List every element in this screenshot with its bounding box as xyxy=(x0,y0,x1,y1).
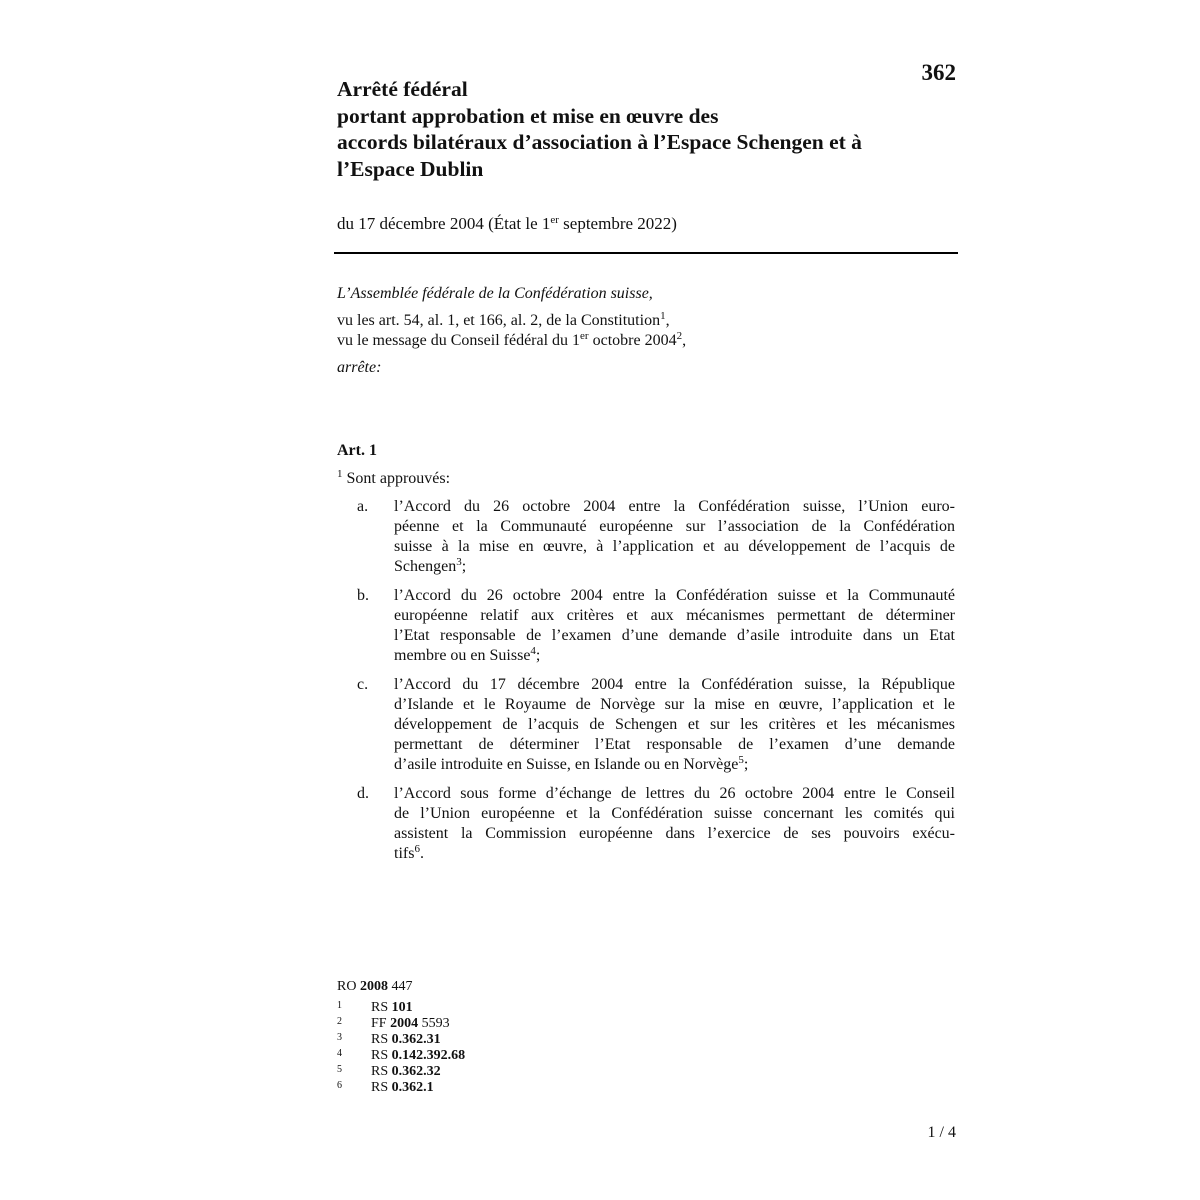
footnote-source: RO 2008 447 xyxy=(337,979,413,994)
title-line: l’Espace Dublin xyxy=(337,156,484,181)
list-item-letter: c. xyxy=(357,676,369,693)
title-line: Arrêté fédéral xyxy=(337,77,468,101)
footnote-ref[interactable]: 1 xyxy=(660,310,666,322)
page-number: 1 / 4 xyxy=(927,1124,956,1141)
preamble-arrete: arrête: xyxy=(337,359,382,376)
footnote-ref[interactable]: 5 xyxy=(738,754,744,766)
list-item-text: l’Accord du 17 décembre 2004 entre la Confédération suisse, la République d’Islande et le Royaume de Norvège sur la mise en œuvre, l’application et le développement de l’acquis de Schengen et sur les critères et les mécanismes permettant de déterminer l’Etat responsable de l’examen d’une demande d’asile introduite en Suisse, en Islande ou en Norvège$^5$; xyxy=(394,676,955,773)
footnote-ref[interactable]: 2 xyxy=(676,330,683,342)
footnote-number: 2 xyxy=(337,1016,342,1027)
footnote-ref[interactable]: 6 xyxy=(414,843,420,855)
footnote-ref[interactable]: 4 xyxy=(530,645,536,657)
list-item-text: l’Accord du 26 octobre 2004 entre la Confédération suisse et la Communauté européenne relatif aux critères et aux mécanismes permettant de déterminer l’Etat responsable de l’examen d’une demande d’asile introduite dans un Etat membre ou en Suisse$^4$; xyxy=(394,587,955,664)
preamble-assembly: L’Assemblée fédérale de la Confédération suisse, xyxy=(337,285,653,302)
article-paragraph: $^1$ Sont approuvés: xyxy=(337,468,451,487)
footnote-number: 4 xyxy=(337,1048,342,1059)
title-line: portant approbation et mise en œuvre des xyxy=(337,103,719,128)
document-title xyxy=(337,76,957,182)
preamble-vu-constitution: vu les art. 54, al. 1, et 166, al. 2, de la Constitution$^1$, xyxy=(337,310,670,329)
list-item-letter: d. xyxy=(357,785,369,802)
footnote-number: 5 xyxy=(337,1064,342,1075)
footnote-number: 1 xyxy=(337,1000,342,1011)
footnote-number: 3 xyxy=(337,1032,342,1043)
list-item-letter: b. xyxy=(357,587,369,604)
list-item-text: l’Accord sous forme d’échange de lettres du 26 octobre 2004 entre le Conseil de l’Union européenne et la Confédération suisse concernant les comités qui assistent la Commission européenne dans l’exercice de ses pouvoirs exécu- tifs$^6$. xyxy=(394,785,955,862)
preamble-vu-message: vu le message du Conseil fédéral du 1er octobre 2004$^2$, xyxy=(337,330,687,349)
footnote-ref[interactable]: 3 xyxy=(456,556,462,568)
article-heading: Art. 1 xyxy=(337,442,377,459)
footnote-number: 6 xyxy=(337,1080,342,1091)
document-page: 362 Arrêté fédéral portant approbation et mise en œuvre des accords bilatéraux d’association à l’Espace Schengen et à l’Espace Dublin du 17 décembre 2004 (État le 1er septembre 2022) L’Assemblée fédérale de la Confédération suisse, vu les art. 54, al. 1, et 166, al. 2, de la Constitution$^1$, vu le message du Conseil fédéral du 1er octobre 2004$^2$, arrête: Art. 1 $^1$ Sont approuvés: a. l’Accord du 26 octobre 2004 entre la Confédération suisse, l’Union euro- péenne et la Communauté européenne sur l’association de la Confédération suisse à la mise en œuvre, à l’application et au développement de l’acquis de Schengen$^3$; b. l’Accord du 26 octobre 2004 entre la Confédération suisse et la Communauté européenne relatif aux critères et aux mécanismes permettant de déterminer l’Etat responsable de l’examen d’une demande d’asile introduite dans un Etat membre ou en Suisse$^4$; c. l’Accord du 17 décembre 2004 entre la Confédération suisse, la République d’Islande et le Royaume de Norvège sur la mise en œuvre, l’application et le développement de l’acquis de Schengen et sur les critères et les mécanismes permettant de déterminer l’Etat responsable de l’examen d’une demande d’asile introduite en Suisse, en Islande ou en Norvège$^5$; d. l’Accord sous forme d’échange de lettres du 26 octobre 2004 entre le Conseil de l’Union européenne et la Confédération suisse concernant les comités qui assistent la Commission européenne dans l’exercice de ses pouvoirs exécu- tifs$^6$. RO 2008 447 1 RS 101 2 FF 2004 5593 3 RS 0.362.31 4 RS 0.142.392.68 5 RS 0.362.32 6 RS 0.362.1 1 / 4 xyxy=(0,0,1200,1200)
systematic-number: 362 xyxy=(921,60,956,85)
title-line: accords bilatéraux d’association à l’Espace Schengen et à xyxy=(337,130,862,154)
title-divider xyxy=(334,252,958,254)
paragraph-number: 1 xyxy=(337,468,343,480)
list-item-letter: a. xyxy=(357,498,369,515)
document-date: du 17 décembre 2004 (État le 1er septembre 2022) xyxy=(337,214,677,233)
list-item-text: l’Accord du 26 octobre 2004 entre la Confédération suisse, l’Union euro- péenne et la Communauté européenne sur l’association de la Confédération suisse à la mise en œuvre, à l’application et au développement de l’acquis de Schengen$^3$; xyxy=(394,498,955,575)
